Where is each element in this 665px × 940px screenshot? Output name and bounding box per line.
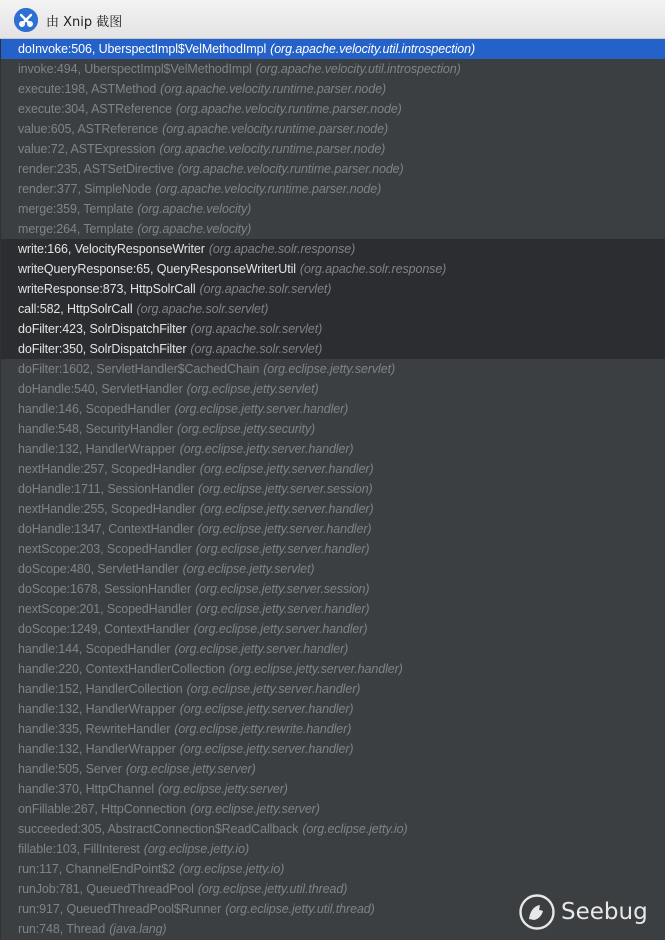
frame-package: (org.eclipse.jetty.server.handler) xyxy=(195,602,370,616)
stack-frame[interactable] xyxy=(0,79,665,99)
frame-package: (org.eclipse.jetty.server.handler) xyxy=(228,662,403,676)
frame-method: render:235, ASTSetDirective xyxy=(18,162,174,176)
frame-method: handle:505, Server xyxy=(18,762,122,776)
stack-frame[interactable] xyxy=(0,719,665,739)
frame-package: (org.eclipse.jetty.server.handler) xyxy=(179,702,354,716)
frame-method: handle:132, HandlerWrapper xyxy=(18,742,176,756)
frame-package: (org.apache.velocity.runtime.parser.node) xyxy=(160,82,387,96)
frame-method: run:917, QueuedThreadPool$Runner xyxy=(18,902,222,916)
stack-frame[interactable] xyxy=(0,619,665,639)
stack-frame[interactable] xyxy=(0,759,665,779)
seebug-logo-icon xyxy=(518,893,556,931)
frame-method: doFilter:350, SolrDispatchFilter xyxy=(18,342,187,356)
frame-package: (org.apache.velocity.runtime.parser.node) xyxy=(177,162,404,176)
frame-method: handle:335, RewriteHandler xyxy=(18,722,171,736)
xnip-icon xyxy=(14,8,38,32)
stack-frame[interactable] xyxy=(0,859,665,879)
stack-frame[interactable] xyxy=(0,339,665,359)
frame-method: nextHandle:255, ScopedHandler xyxy=(18,502,196,516)
frame-package: (org.eclipse.jetty.server.handler) xyxy=(195,542,370,556)
frame-method: writeResponse:873, HttpSolrCall xyxy=(18,282,196,296)
frame-method: call:582, HttpSolrCall xyxy=(18,302,133,316)
frame-package: (org.eclipse.jetty.io) xyxy=(179,862,285,876)
frame-package: (org.eclipse.jetty.server.session) xyxy=(195,582,370,596)
stack-frame[interactable] xyxy=(0,559,665,579)
stack-frame[interactable] xyxy=(0,199,665,219)
stack-frame[interactable] xyxy=(0,799,665,819)
stack-frame[interactable] xyxy=(0,539,665,559)
stack-frame[interactable] xyxy=(0,399,665,419)
stack-frame[interactable] xyxy=(0,219,665,239)
frame-package: (org.eclipse.jetty.server.handler) xyxy=(174,642,349,656)
frame-package: (org.apache.velocity.runtime.parser.node) xyxy=(175,102,402,116)
frame-package: (org.eclipse.jetty.servlet) xyxy=(263,362,396,376)
frame-method: fillable:103, FillInterest xyxy=(18,842,140,856)
stack-frame[interactable] xyxy=(0,659,665,679)
frame-package: (org.eclipse.jetty.io) xyxy=(143,842,250,856)
frame-method: execute:198, ASTMethod xyxy=(18,82,157,96)
frame-method: doHandle:1711, SessionHandler xyxy=(18,482,195,496)
frame-method: merge:264, Template xyxy=(18,222,134,236)
frame-package: (org.apache.velocity) xyxy=(137,202,252,216)
frame-method: onFillable:267, HttpConnection xyxy=(18,802,186,816)
stack-frame[interactable] xyxy=(0,139,665,159)
frame-method: invoke:494, UberspectImpl$VelMethodImpl xyxy=(18,62,252,76)
stack-frame[interactable] xyxy=(0,159,665,179)
frame-package: (org.apache.solr.servlet) xyxy=(190,322,323,336)
frame-package: (org.eclipse.jetty.util.thread) xyxy=(197,882,348,896)
frame-method: write:166, VelocityResponseWriter xyxy=(18,242,205,256)
frame-package: (org.eclipse.jetty.io) xyxy=(302,822,408,836)
frame-package: (org.apache.solr.servlet) xyxy=(190,342,323,356)
frame-package: (org.eclipse.jetty.rewrite.handler) xyxy=(174,722,352,736)
stack-frame[interactable] xyxy=(0,119,665,139)
frame-package: (org.eclipse.jetty.server) xyxy=(158,782,288,796)
stack-frame[interactable] xyxy=(0,839,665,859)
stack-frame[interactable] xyxy=(0,259,665,279)
stack-frame[interactable] xyxy=(0,679,665,699)
frame-package: (org.eclipse.jetty.server.handler) xyxy=(197,522,372,536)
frame-package: (org.eclipse.jetty.server) xyxy=(189,802,320,816)
stack-frame[interactable] xyxy=(0,699,665,719)
frame-method: succeeded:305, AbstractConnection$ReadCallback xyxy=(18,822,299,836)
window-title: 由 Xnip 截图 xyxy=(46,15,123,30)
stack-frame[interactable] xyxy=(0,99,665,119)
frame-method: handle:220, ContextHandlerCollection xyxy=(18,662,225,676)
stack-frame[interactable] xyxy=(0,239,665,259)
frame-method: doInvoke:506, UberspectImpl$VelMethodImpl xyxy=(18,42,267,56)
frame-package: (org.apache.solr.servlet) xyxy=(136,302,269,316)
frame-method: doHandle:540, ServletHandler xyxy=(18,382,183,396)
frame-package: (org.apache.velocity.util.introspection) xyxy=(255,62,461,76)
frame-package: (org.eclipse.jetty.server.session) xyxy=(198,482,373,496)
frame-method: handle:132, HandlerWrapper xyxy=(18,442,176,456)
stack-frame[interactable] xyxy=(0,459,665,479)
frame-method: run:117, ChannelEndPoint$2 xyxy=(18,862,176,876)
frame-package: (org.eclipse.jetty.util.thread) xyxy=(225,902,375,916)
frame-method: handle:370, HttpChannel xyxy=(18,782,154,796)
title-bar xyxy=(0,0,665,39)
frame-package: (org.eclipse.jetty.server.handler) xyxy=(186,682,361,696)
frame-method: handle:548, SecurityHandler xyxy=(18,422,174,436)
stack-frame[interactable] xyxy=(0,479,665,499)
frame-package: (org.eclipse.jetty.server.handler) xyxy=(179,442,354,456)
stack-frame-selected[interactable] xyxy=(0,39,665,59)
frame-method: doFilter:423, SolrDispatchFilter xyxy=(18,322,187,336)
stack-frame[interactable] xyxy=(0,319,665,339)
frame-method: nextScope:203, ScopedHandler xyxy=(18,542,192,556)
frame-method: doHandle:1347, ContextHandler xyxy=(18,522,194,536)
stack-frame[interactable] xyxy=(0,739,665,759)
stack-frame[interactable] xyxy=(0,379,665,399)
frame-method: run:748, Thread xyxy=(18,922,106,936)
frame-package: (org.eclipse.jetty.server.handler) xyxy=(179,742,354,756)
frame-package: (org.eclipse.jetty.server.handler) xyxy=(193,622,368,636)
frame-method: writeQueryResponse:65, QueryResponseWriterUtil xyxy=(18,262,296,276)
frame-method: nextScope:201, ScopedHandler xyxy=(18,602,192,616)
stack-frame[interactable] xyxy=(0,779,665,799)
frame-package: (org.apache.solr.response) xyxy=(208,242,356,256)
frame-method: handle:152, HandlerCollection xyxy=(18,682,183,696)
frame-package: (org.eclipse.jetty.servlet) xyxy=(186,382,319,396)
frame-package: (org.apache.velocity.runtime.parser.node) xyxy=(159,142,386,156)
stack-frame[interactable] xyxy=(0,59,665,79)
stack-frame-list[interactable] xyxy=(0,39,665,940)
frame-method: execute:304, ASTReference xyxy=(18,102,172,116)
frame-method: doScope:1678, SessionHandler xyxy=(18,582,192,596)
stack-frame[interactable] xyxy=(0,639,665,659)
stack-frame[interactable] xyxy=(0,279,665,299)
stack-frame[interactable] xyxy=(0,359,665,379)
frame-package: (org.apache.velocity.runtime.parser.node) xyxy=(155,182,382,196)
frame-method: value:72, ASTExpression xyxy=(18,142,156,156)
frame-package: (org.apache.solr.servlet) xyxy=(199,282,332,296)
frame-package: (org.eclipse.jetty.server) xyxy=(125,762,256,776)
stack-frame[interactable] xyxy=(0,879,665,899)
stack-frame[interactable] xyxy=(0,439,665,459)
stack-frame[interactable] xyxy=(0,819,665,839)
frame-package: (org.eclipse.jetty.security) xyxy=(177,422,316,436)
watermark-text: Seebug xyxy=(561,899,648,925)
frame-method: value:605, ASTReference xyxy=(18,122,159,136)
frame-method: merge:359, Template xyxy=(18,202,134,216)
stack-frame[interactable] xyxy=(0,299,665,319)
frame-method: handle:132, HandlerWrapper xyxy=(18,702,176,716)
frame-method: doScope:480, ServletHandler xyxy=(18,562,179,576)
frame-method: handle:144, ScopedHandler xyxy=(18,642,171,656)
frame-method: handle:146, ScopedHandler xyxy=(18,402,171,416)
frame-package: (org.eclipse.jetty.server.handler) xyxy=(199,462,374,476)
frame-method: doScope:1249, ContextHandler xyxy=(18,622,190,636)
frame-package: (org.apache.velocity.runtime.parser.node) xyxy=(162,122,389,136)
stack-frame[interactable] xyxy=(0,179,665,199)
frame-package: (org.eclipse.jetty.servlet) xyxy=(182,562,315,576)
frame-package: (org.apache.velocity.util.introspection) xyxy=(270,42,476,56)
frame-package: (java.lang) xyxy=(109,922,167,936)
stack-frame[interactable] xyxy=(0,519,665,539)
frame-package: (org.eclipse.jetty.server.handler) xyxy=(174,402,349,416)
stack-frame[interactable] xyxy=(0,579,665,599)
stack-frame[interactable] xyxy=(0,419,665,439)
frame-package: (org.eclipse.jetty.server.handler) xyxy=(199,502,374,516)
frame-package: (org.apache.solr.response) xyxy=(299,262,447,276)
frame-method: nextHandle:257, ScopedHandler xyxy=(18,462,196,476)
frame-method: doFilter:1602, ServletHandler$CachedChain xyxy=(18,362,260,376)
stack-frame[interactable] xyxy=(0,599,665,619)
frame-package: (org.apache.velocity) xyxy=(137,222,252,236)
stack-frame[interactable] xyxy=(0,499,665,519)
frame-method: render:377, SimpleNode xyxy=(18,182,152,196)
frame-method: runJob:781, QueuedThreadPool xyxy=(18,882,194,896)
